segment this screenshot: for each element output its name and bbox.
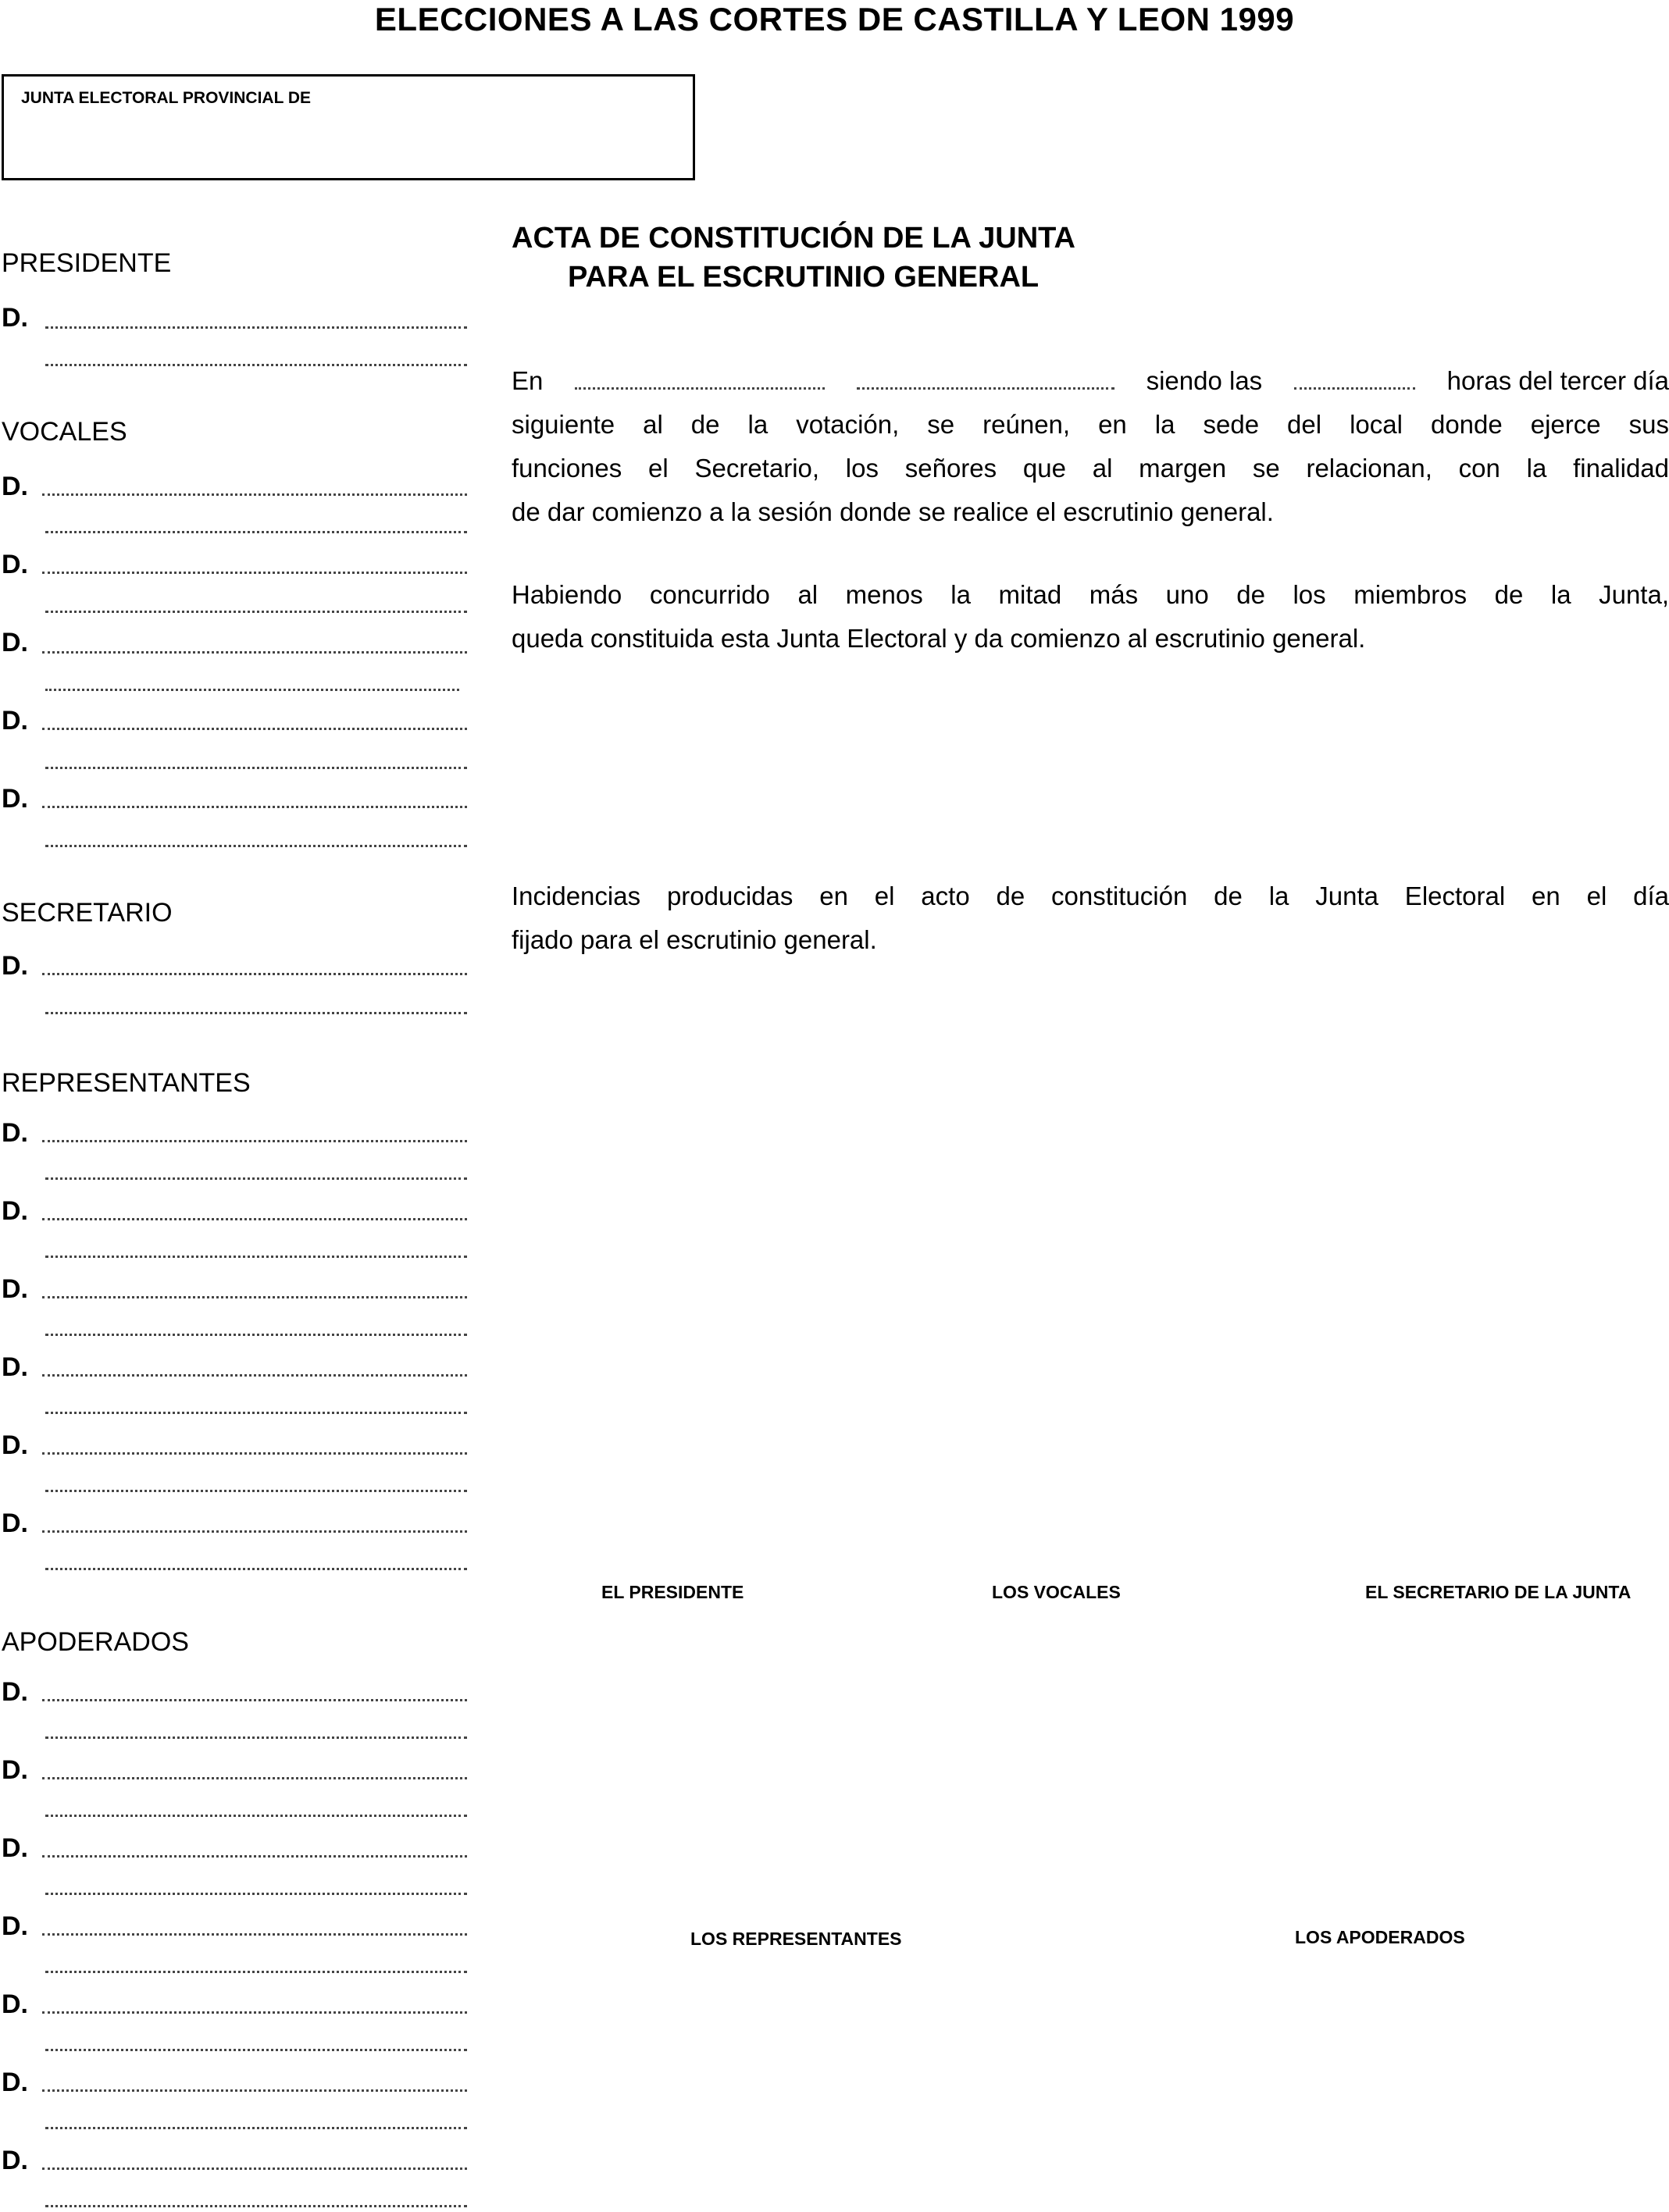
- apoderado-2-line[interactable]: [42, 1777, 467, 1779]
- vocal-5-prefix: D.: [2, 784, 28, 814]
- representante-2-line[interactable]: [42, 1218, 467, 1220]
- junta-electoral-box[interactable]: [2, 74, 695, 180]
- hour-field[interactable]: [1294, 387, 1415, 390]
- presidente-prefix: D.: [2, 303, 28, 333]
- p3-line1: Incidencias producidas en el acto de constitución de la Junta Electoral en el día: [512, 882, 1669, 910]
- apoderado-7-line[interactable]: [42, 2167, 467, 2170]
- vocal-4-line[interactable]: [42, 728, 467, 730]
- representante-6-prefix: D.: [2, 1509, 28, 1538]
- place-field[interactable]: [575, 387, 825, 390]
- sig-presidente-label: EL PRESIDENTE: [601, 1582, 744, 1602]
- apoderado-1-line[interactable]: [42, 1699, 467, 1701]
- apoderado-1-prefix: D.: [2, 1677, 28, 1707]
- representante-4-prefix: D.: [2, 1352, 28, 1382]
- apoderado-6-line[interactable]: [42, 2089, 467, 2092]
- acta-title-line1: ACTA DE CONSTITUCIÓN DE LA JUNTA: [512, 222, 1075, 255]
- representante-4-line[interactable]: [42, 1374, 467, 1377]
- document-title: ELECCIONES A LAS CORTES DE CASTILLA Y LEON 1999: [374, 1, 1295, 37]
- acta-title: [512, 219, 1075, 297]
- apoderado-6-prefix: D.: [2, 2068, 28, 2097]
- p1-en: En: [512, 366, 544, 395]
- vocal-3-prefix: D.: [2, 628, 28, 657]
- representante-1-line[interactable]: [42, 1140, 467, 1142]
- representante-5-line[interactable]: [42, 1452, 467, 1455]
- p3-line2: fijado para el escrutinio general.: [512, 925, 877, 954]
- paragraph-3: [512, 874, 1669, 962]
- presidente-label: PRESIDENTE: [2, 248, 172, 278]
- representante-5-line-2[interactable]: [45, 1490, 467, 1492]
- apoderado-5-line-2[interactable]: [45, 2049, 467, 2051]
- paragraph-1: [512, 359, 1669, 534]
- representante-1-prefix: D.: [2, 1118, 28, 1148]
- p2-line1: Habiendo concurrido al menos la mitad más uno de los miembros de la Junta,: [512, 580, 1669, 609]
- representante-5-prefix: D.: [2, 1430, 28, 1460]
- representante-3-line[interactable]: [42, 1296, 467, 1298]
- representante-6-line[interactable]: [42, 1530, 467, 1533]
- apoderado-4-line[interactable]: [42, 1933, 467, 1936]
- secretario-name-line-2[interactable]: [45, 1012, 467, 1014]
- vocal-1-line[interactable]: [42, 493, 467, 496]
- representante-3-line-2[interactable]: [45, 1334, 467, 1336]
- representante-2-prefix: D.: [2, 1196, 28, 1226]
- apoderado-3-line-2[interactable]: [45, 1893, 467, 1895]
- presidente-name-line[interactable]: [45, 326, 467, 329]
- vocal-3-line[interactable]: [42, 651, 467, 654]
- p1-line2: siguiente al de la votación, se reúnen, en la sede del local donde ejerce sus: [512, 410, 1669, 439]
- secretario-name-line[interactable]: [42, 973, 467, 975]
- apoderado-6-line-2[interactable]: [45, 2127, 467, 2129]
- apoderado-2-line-2[interactable]: [45, 1815, 467, 1817]
- apoderado-4-line-2[interactable]: [45, 1971, 467, 1973]
- vocal-2-line-2[interactable]: [45, 611, 467, 613]
- vocal-5-line[interactable]: [42, 806, 467, 808]
- apoderado-2-prefix: D.: [2, 1755, 28, 1785]
- sig-vocales-label: LOS VOCALES: [992, 1582, 1121, 1602]
- apoderado-3-line[interactable]: [42, 1855, 467, 1858]
- p2-line2: queda constituida esta Junta Electoral y da comienzo al escrutinio general.: [512, 624, 1366, 653]
- representante-1-line-2[interactable]: [45, 1177, 467, 1180]
- paragraph-2: [512, 573, 1669, 661]
- acta-title-line2: PARA EL ESCRUTINIO GENERAL: [568, 261, 1040, 294]
- p1-line4: de dar comienzo a la sesión donde se realice el escrutinio general.: [512, 497, 1274, 526]
- p1-siendo: siendo las: [1146, 366, 1263, 395]
- apoderado-4-prefix: D.: [2, 1911, 28, 1941]
- representante-6-line-2[interactable]: [45, 1568, 467, 1570]
- junta-electoral-label: JUNTA ELECTORAL PROVINCIAL DE: [21, 89, 312, 107]
- vocal-4-line-2[interactable]: [45, 767, 467, 769]
- representantes-label: REPRESENTANTES: [2, 1068, 251, 1098]
- presidente-name-line-2[interactable]: [45, 364, 467, 366]
- date-field[interactable]: [857, 387, 1114, 390]
- secretario-label: SECRETARIO: [2, 898, 173, 928]
- representante-4-line-2[interactable]: [45, 1412, 467, 1414]
- apoderado-7-line-2[interactable]: [45, 2205, 467, 2207]
- representante-2-line-2[interactable]: [45, 1256, 467, 1258]
- vocal-2-line[interactable]: [42, 572, 467, 574]
- vocales-label: VOCALES: [2, 417, 127, 447]
- sig-apoderados-label: LOS APODERADOS: [1295, 1927, 1465, 1947]
- vocal-4-prefix: D.: [2, 706, 28, 736]
- apoderados-label: APODERADOS: [2, 1627, 189, 1657]
- apoderado-3-prefix: D.: [2, 1833, 28, 1863]
- representante-3-prefix: D.: [2, 1274, 28, 1304]
- vocal-1-prefix: D.: [2, 472, 28, 501]
- apoderado-7-prefix: D.: [2, 2146, 28, 2175]
- vocal-2-prefix: D.: [2, 550, 28, 579]
- vocal-1-line-2[interactable]: [45, 531, 467, 533]
- p1-horas: horas del tercer día: [1446, 366, 1669, 395]
- vocal-3-line-2[interactable]: [45, 689, 459, 691]
- secretario-prefix: D.: [2, 951, 28, 981]
- sig-secretario-label: EL SECRETARIO DE LA JUNTA: [1365, 1582, 1632, 1602]
- apoderado-5-prefix: D.: [2, 1989, 28, 2019]
- vocal-5-line-2[interactable]: [45, 845, 467, 847]
- apoderado-1-line-2[interactable]: [45, 1736, 467, 1739]
- p1-line3: funciones el Secretario, los señores que al margen se relacionan, con la finalidad: [512, 454, 1669, 483]
- apoderado-5-line[interactable]: [42, 2011, 467, 2014]
- sig-representantes-label: LOS REPRESENTANTES: [690, 1929, 902, 1949]
